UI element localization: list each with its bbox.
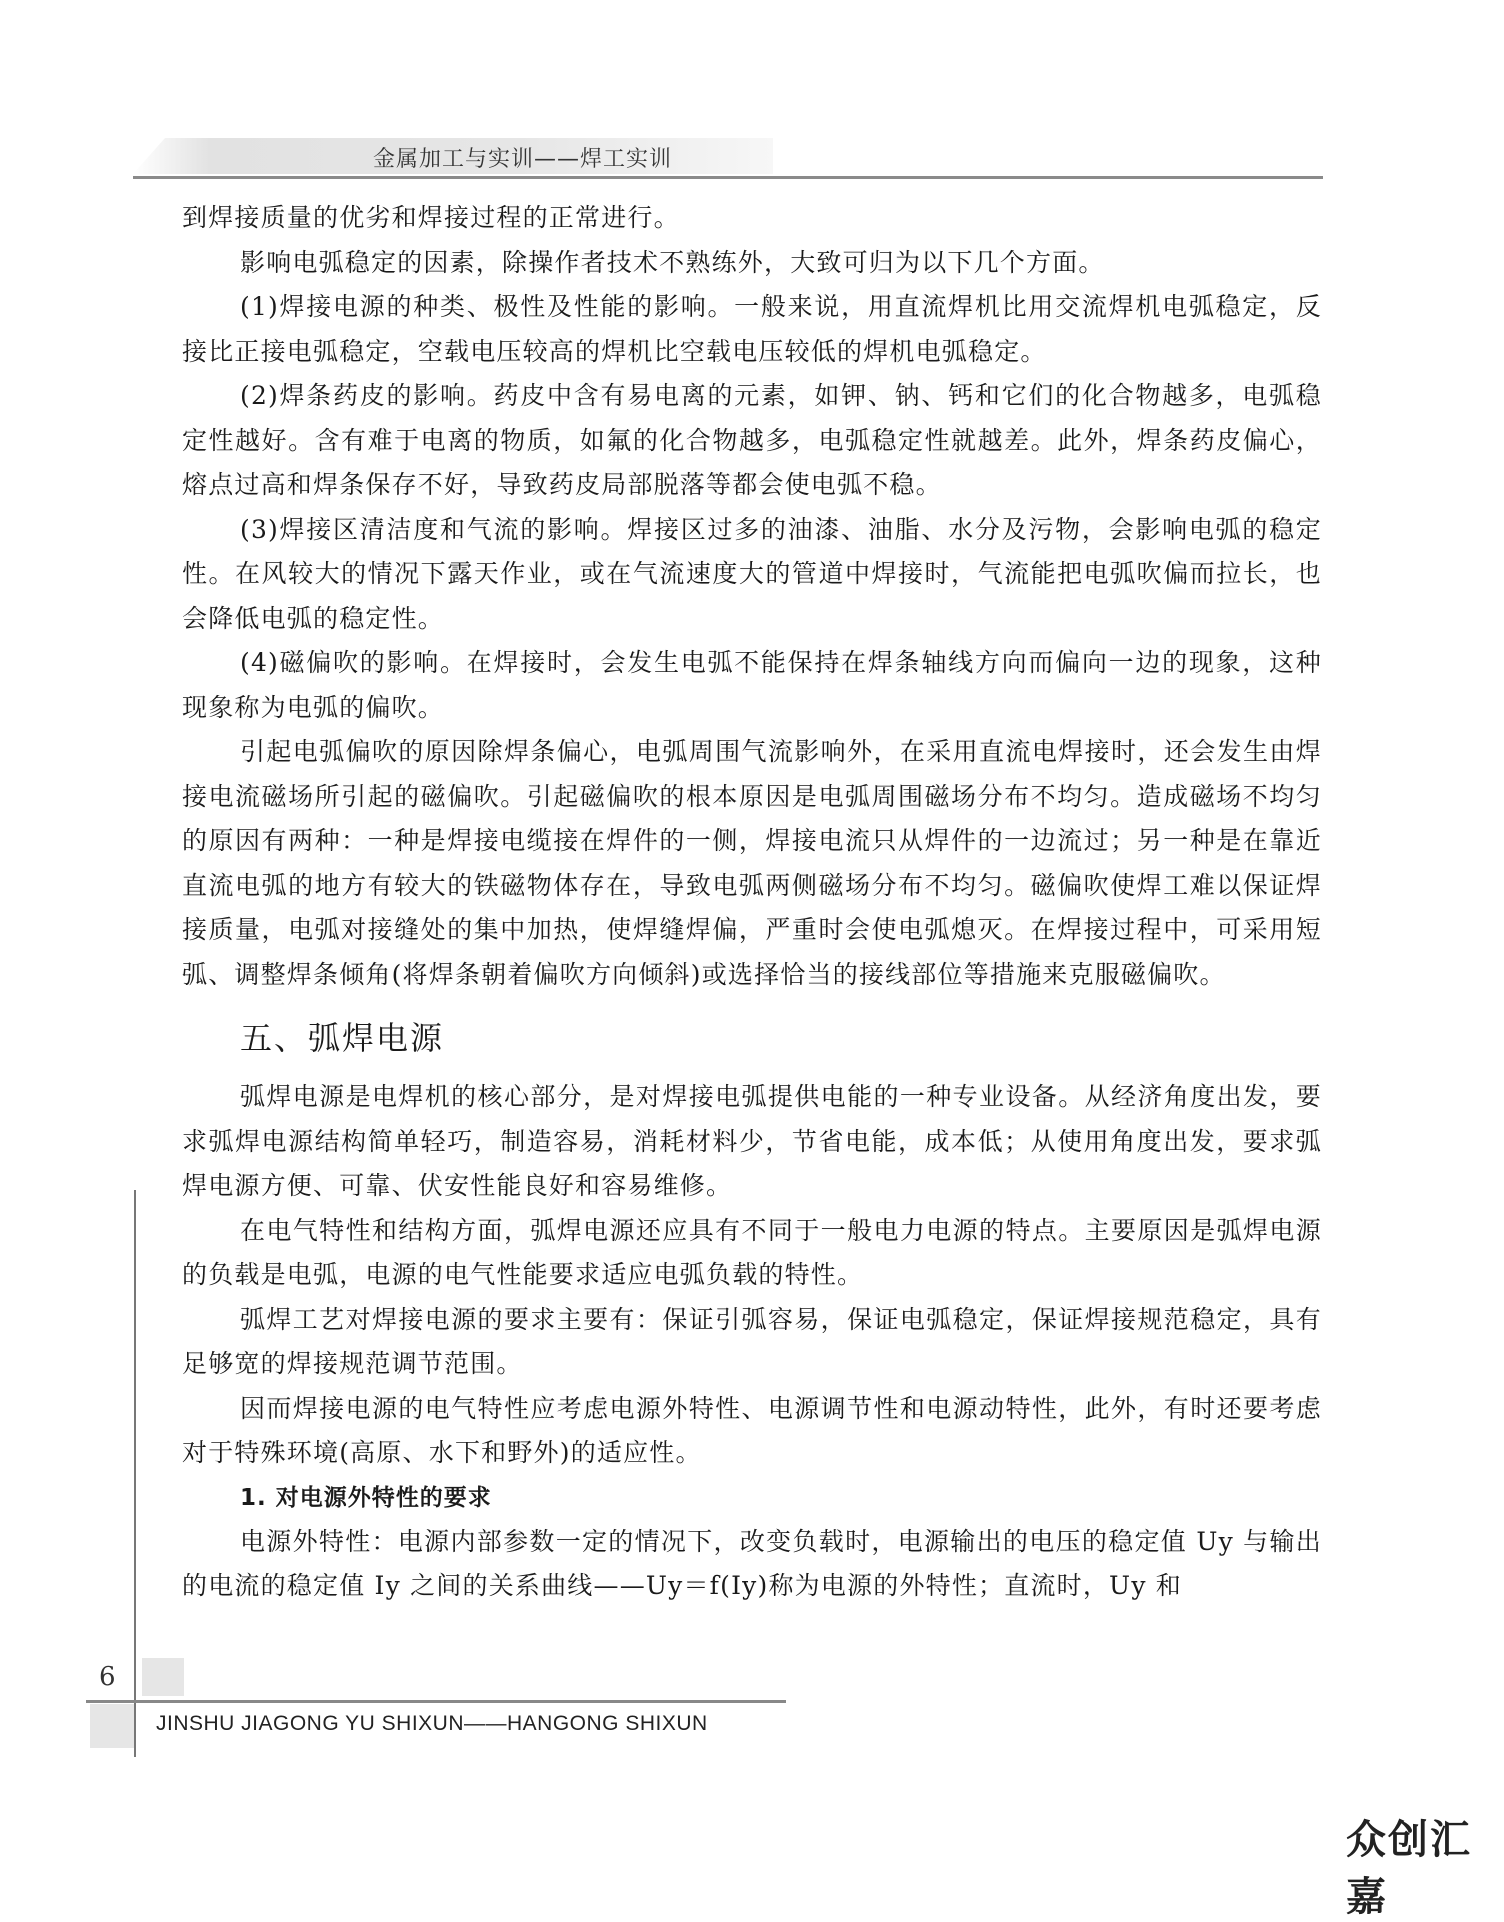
paragraph: 影响电弧稳定的因素，除操作者技术不熟练外，大致可归为以下几个方面。: [240, 247, 1105, 277]
paragraph: 电源外特性：电源内部参数一定的情况下，改变负载时，电源输出的电压的稳定值 Uy 与输出的电流的稳定值 Iy 之间的关系曲线——Uy＝f(Iy)称为电源的外特性；直流时，Uy 和: [182, 1526, 1322, 1600]
footer-decor-box: [142, 1658, 184, 1696]
paragraph: 在电气特性和结构方面，弧焊电源还应具有不同于一般电力电源的特点。主要原因是弧焊电源的负载是电弧，电源的电气性能要求适应电弧负载的特性。: [182, 1215, 1322, 1289]
page-number: 6: [99, 1662, 116, 1692]
section-heading: 五、弧焊电源: [240, 1019, 445, 1057]
paragraph: 弧焊工艺对焊接电源的要求主要有：保证引弧容易，保证电弧稳定，保证焊接规范稳定，具有足够宽的焊接规范调节范围。: [182, 1304, 1322, 1378]
footer-vertical-rule: [134, 1190, 136, 1757]
footer-decor-box: [90, 1704, 134, 1748]
page-body: [182, 196, 1322, 1609]
watermark: 众创汇嘉: [1346, 1817, 1472, 1920]
paragraph: (3)焊接区清洁度和气流的影响。焊接区过多的油漆、油脂、水分及污物，会影响电弧的稳定性。在风较大的情况下露天作业，或在气流速度大的管道中焊接时，气流能把电弧吹偏而拉长，也会降低电弧的稳定性。: [182, 514, 1322, 633]
footer-rule: [86, 1700, 786, 1703]
paragraph: 弧焊电源是电焊机的核心部分，是对焊接电弧提供电能的一种专业设备。从经济角度出发，要求弧焊电源结构简单轻巧，制造容易，消耗材料少，节省电能，成本低；从使用角度出发，要求弧焊电源方便、可靠、伏安性能良好和容易维修。: [182, 1082, 1322, 1200]
paragraph: 因而焊接电源的电气特性应考虑电源外特性、电源调节性和电源动特性，此外，有时还要考虑对于特殊环境(高原、水下和野外)的适应性。: [182, 1393, 1322, 1467]
header-title: 金属加工与实训——焊工实训: [373, 147, 673, 172]
paragraph: (1)焊接电源的种类、极性及性能的影响。一般来说，用直流焊机比用交流焊机电弧稳定，反接比正接电弧稳定，空载电压较高的焊机比空载电压较低的焊机电弧稳定。: [182, 292, 1322, 366]
footer-title: JINSHU JIAGONG YU SHIXUN——HANGONG SHIXUN: [156, 1712, 708, 1735]
paragraph: (4)磁偏吹的影响。在焊接时，会发生电弧不能保持在焊条轴线方向而偏向一边的现象，这种现象称为电弧的偏吹。: [182, 648, 1322, 722]
running-header: [133, 136, 1323, 176]
subheading: 1. 对电源外特性的要求: [240, 1484, 492, 1511]
paragraph: 到焊接质量的优劣和焊接过程的正常进行。: [182, 203, 680, 232]
paragraph: 引起电弧偏吹的原因除焊条偏心，电弧周围气流影响外，在采用直流电焊接时，还会发生由焊接电流磁场所引起的磁偏吹。引起磁偏吹的根本原因是电弧周围磁场分布不均匀。造成磁场不均匀的原因有两种：一种是焊接电缆接在焊件的一侧，焊接电流只从焊件的一边流过；另一种是在靠近直流电弧的地方有较大的铁磁物体存在，导致电弧两侧磁场分布不均匀。磁偏吹使焊工难以保证焊接质量，电弧对接缝处的集中加热，使焊缝焊偏，严重时会使电弧熄灭。在焊接过程中，可采用短弧、调整焊条倾角(将焊条朝着偏吹方向倾斜)或选择恰当的接线部位等措施来克服磁偏吹。: [182, 737, 1322, 989]
header-rule: [133, 176, 1323, 179]
paragraph: (2)焊条药皮的影响。药皮中含有易电离的元素，如钾、钠、钙和它们的化合物越多，电弧稳定性越好。含有难于电离的物质，如氟的化合物越多，电弧稳定性就越差。此外，焊条药皮偏心，熔点过高和焊条保存不好，导致药皮局部脱落等都会使电弧不稳。: [182, 381, 1322, 499]
